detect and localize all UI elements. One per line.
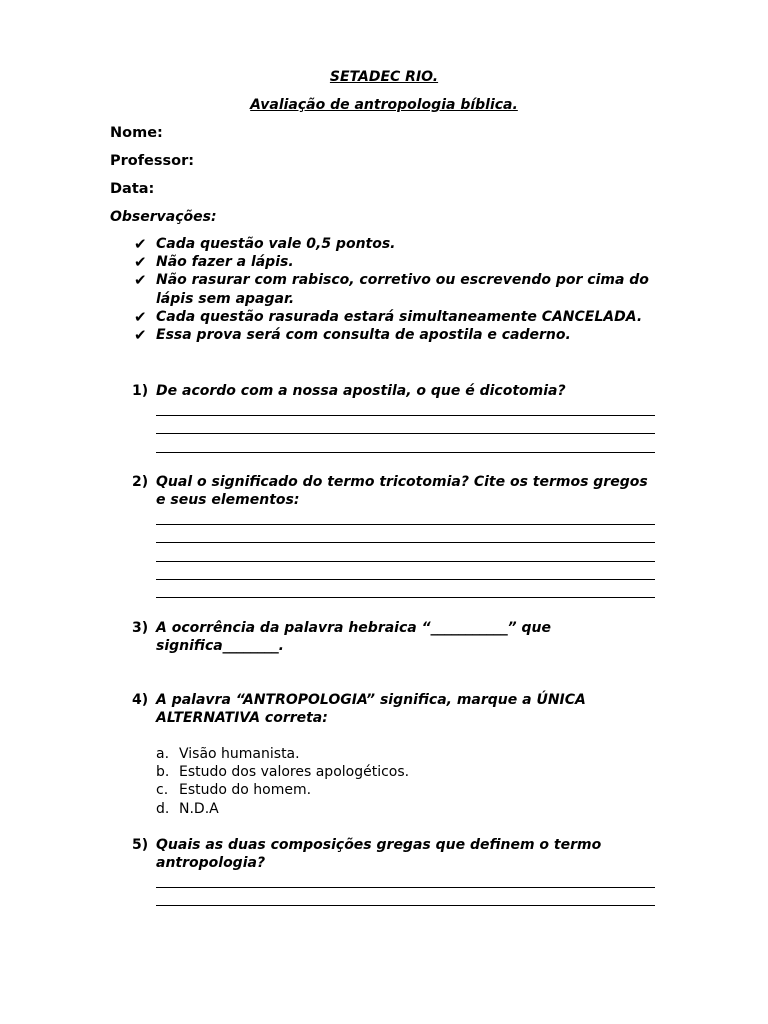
observation-item <box>134 326 654 344</box>
answer-line[interactable] <box>156 905 655 906</box>
option-text: N.D.A <box>179 800 219 817</box>
question-text: A palavra “ANTROPOLOGIA” significa, marque a ÚNICA ALTERNATIVA correta: <box>156 692 586 727</box>
observation-text: Cada questão rasurada estará simultaneamente CANCELADA. <box>156 308 643 325</box>
checkmark-icon: ✔ <box>134 307 147 326</box>
question-text: Quais as duas composições gregas que definem o termo antropologia? <box>156 837 602 872</box>
date-field-label: Data: <box>110 181 155 197</box>
option-text: Visão humanista. <box>179 746 300 762</box>
option-letter: c. <box>156 782 169 799</box>
option-letter: a. <box>156 746 170 762</box>
checkmark-icon: ✔ <box>134 253 147 272</box>
observations-label: Observações: <box>110 209 217 225</box>
question-4 <box>132 691 656 731</box>
option-item[interactable] <box>156 745 409 763</box>
page-subtitle: Avaliação de antropologia bíblica. <box>250 97 518 113</box>
observation-item <box>134 271 654 307</box>
observation-item <box>134 235 654 253</box>
checkmark-icon: ✔ <box>134 271 147 290</box>
question-text: A ocorrência da palavra hebraica “___________” que significa________. <box>156 620 551 655</box>
option-item[interactable] <box>156 800 409 818</box>
question-number: 5) <box>132 837 149 853</box>
observation-item <box>134 308 654 326</box>
page-title: SETADEC RIO. <box>329 69 439 85</box>
observation-text: Não fazer a lápis. <box>156 254 294 271</box>
observation-text: Essa prova será com consulta de apostila e caderno. <box>156 327 571 344</box>
option-letter: b. <box>156 764 170 781</box>
answer-line[interactable] <box>156 415 655 416</box>
answer-line[interactable] <box>156 561 655 562</box>
question-3 <box>132 619 656 659</box>
observation-text: Não rasurar com rabisco, corretivo ou escrevendo por cima do lápis sem apagar. <box>156 272 649 307</box>
question-number: 4) <box>132 692 149 708</box>
answer-line[interactable] <box>156 542 655 543</box>
question-number: 1) <box>132 383 149 399</box>
option-item[interactable] <box>156 781 409 799</box>
observation-text: Cada questão vale 0,5 pontos. <box>156 236 396 252</box>
option-letter: d. <box>156 800 170 817</box>
question-number: 2) <box>132 474 149 490</box>
name-field-label: Nome: <box>110 125 163 141</box>
question-number: 3) <box>132 620 149 636</box>
answer-line[interactable] <box>156 597 655 598</box>
checkmark-icon: ✔ <box>134 235 147 253</box>
question-4-options <box>156 745 409 818</box>
question-1 <box>132 382 656 462</box>
answer-line[interactable] <box>156 524 655 525</box>
answer-line[interactable] <box>156 452 655 453</box>
question-2 <box>132 473 656 603</box>
option-text: Estudo dos valores apologéticos. <box>179 764 410 781</box>
observations-list <box>134 235 654 344</box>
answer-line[interactable] <box>156 887 655 888</box>
question-text: Qual o significado do termo tricotomia? Cite os termos gregos e seus elementos: <box>156 474 648 509</box>
option-text: Estudo do homem. <box>179 782 312 799</box>
question-5 <box>132 836 656 916</box>
observation-item <box>134 253 654 271</box>
professor-field-label: Professor: <box>110 153 195 169</box>
answer-line[interactable] <box>156 579 655 580</box>
answer-line[interactable] <box>156 433 655 434</box>
checkmark-icon: ✔ <box>134 326 147 345</box>
option-item[interactable] <box>156 763 409 781</box>
question-text: De acordo com a nossa apostila, o que é dicotomia? <box>156 383 566 399</box>
